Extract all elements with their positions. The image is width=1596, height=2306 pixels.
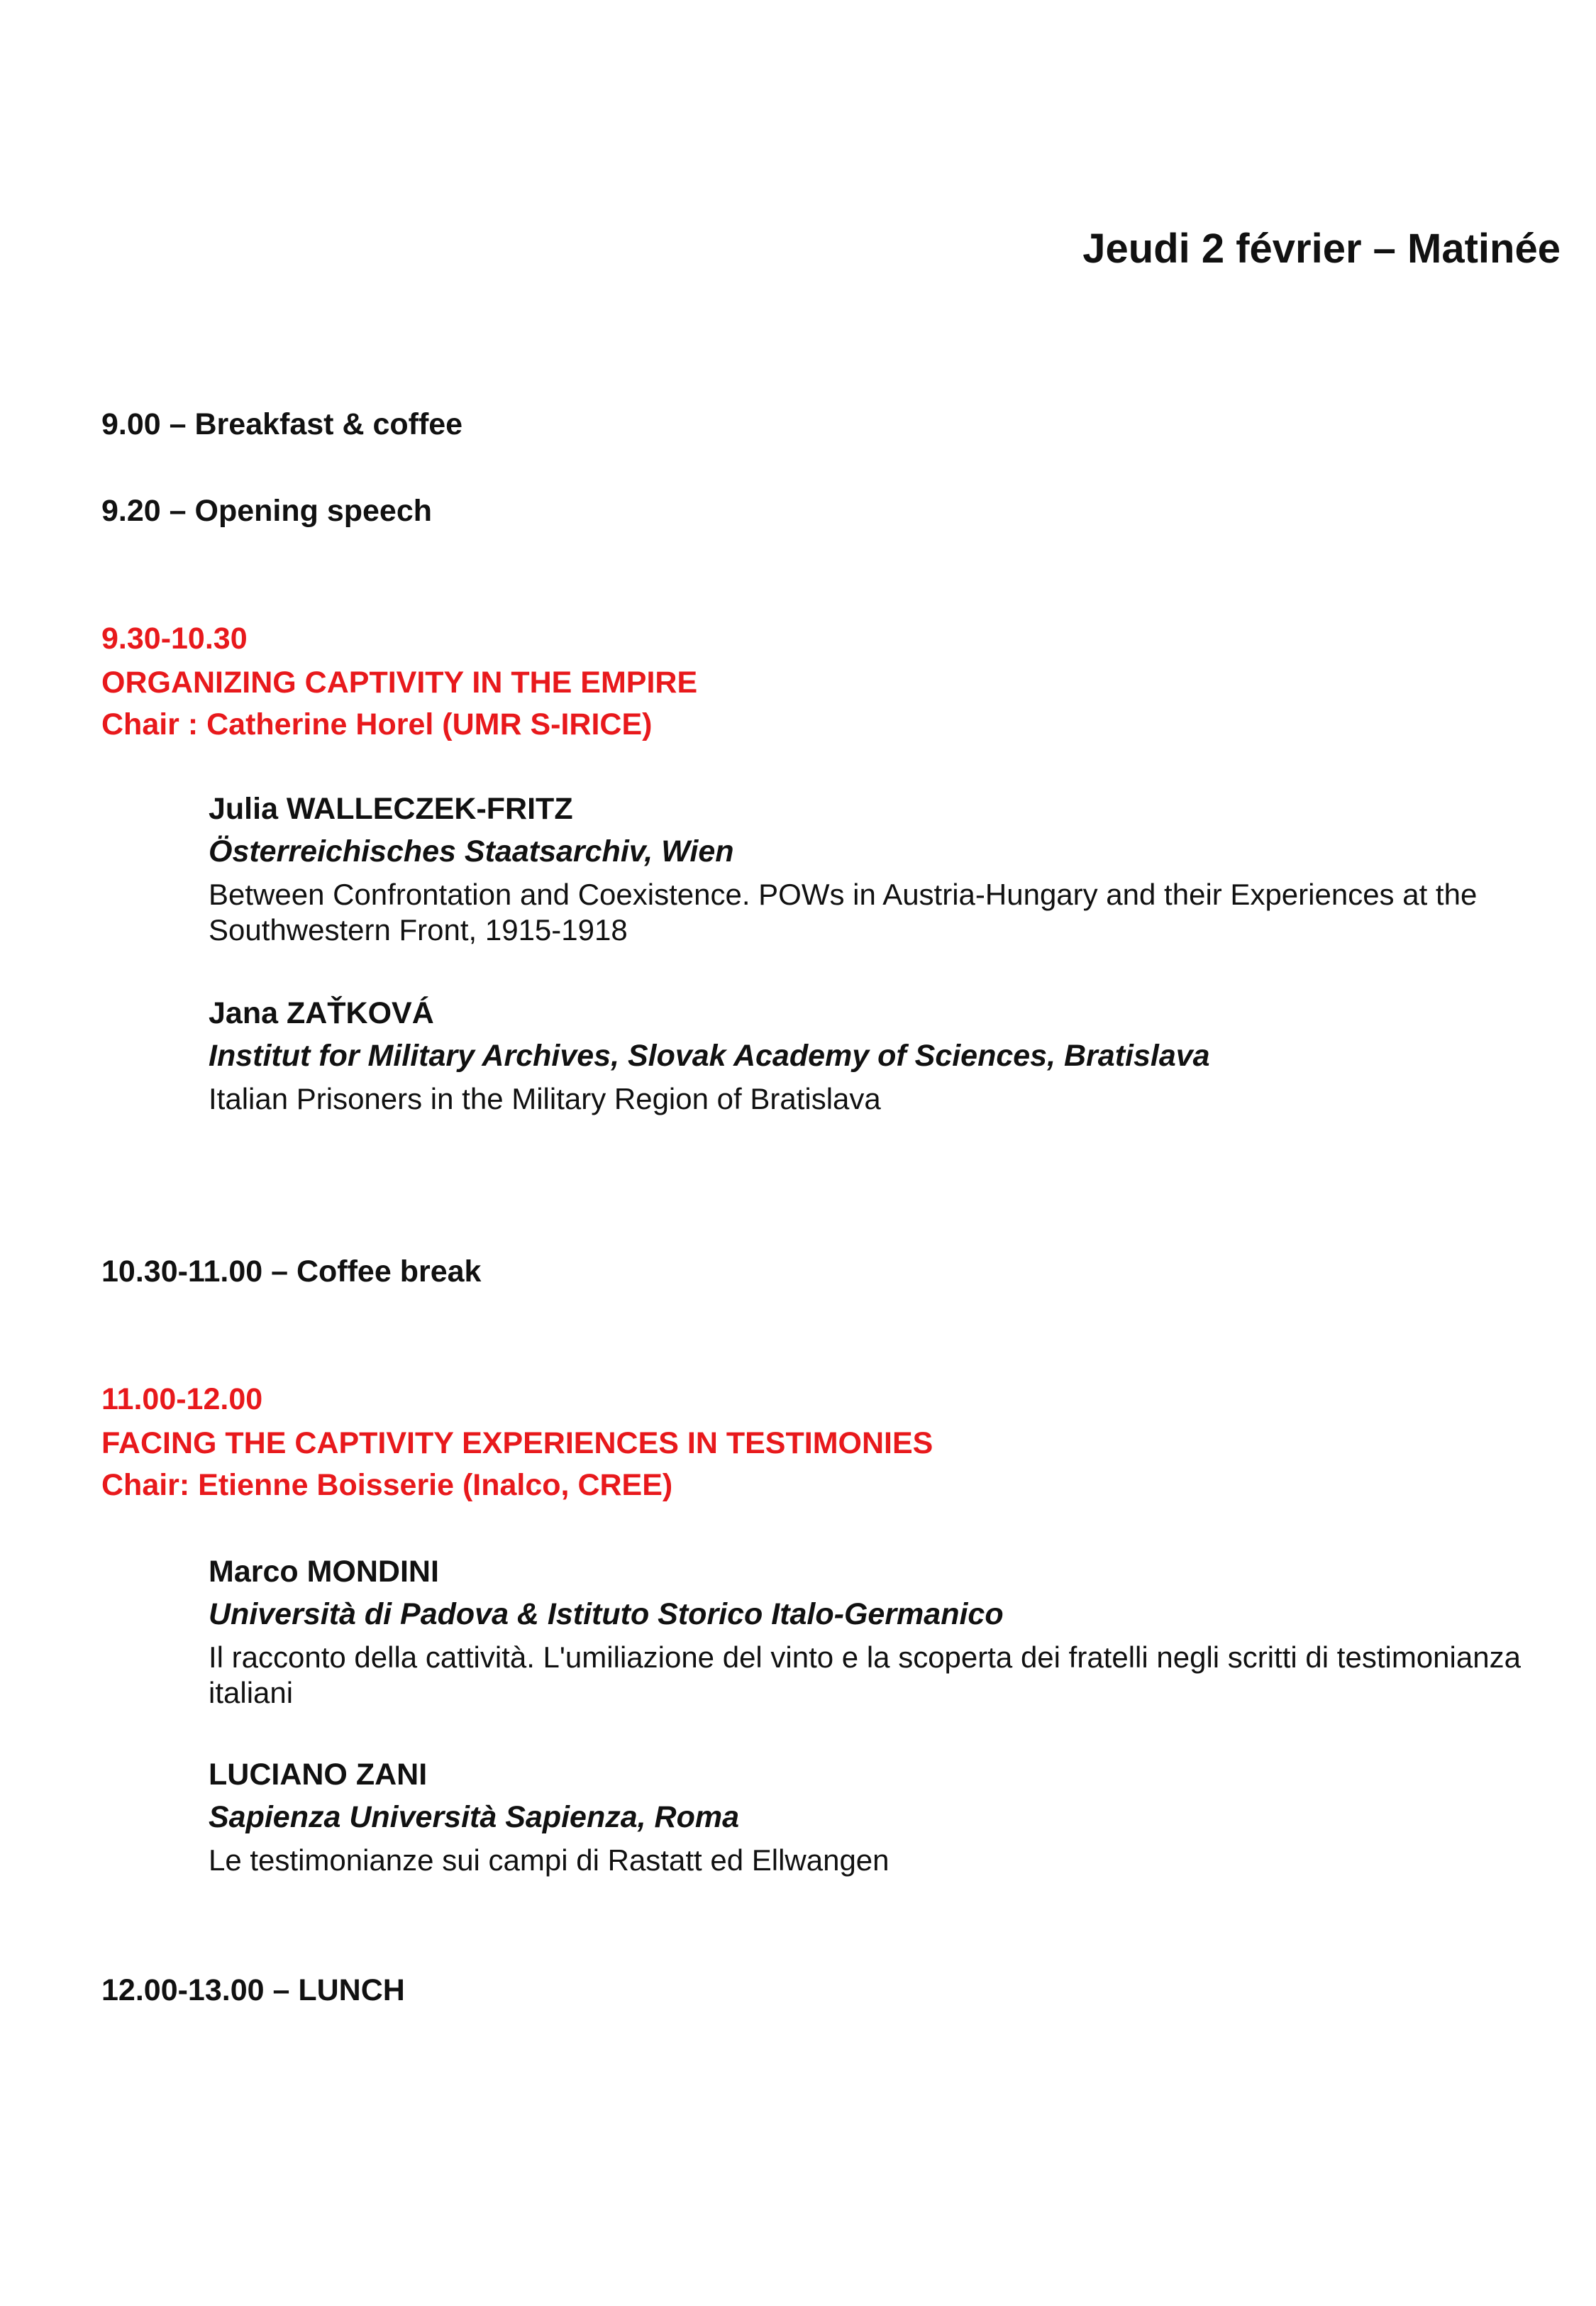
page-title: Jeudi 2 février – Matinée: [1082, 226, 1561, 272]
speaker-affiliation: Österreichisches Staatsarchiv, Wien: [209, 834, 734, 868]
session-1-title: ORGANIZING CAPTIVITY IN THE EMPIRE: [101, 666, 698, 700]
session-2-time: 11.00-12.00: [101, 1382, 263, 1416]
speaker-name: Marco MONDINI: [209, 1555, 439, 1589]
session-1-time: 9.30-10.30: [101, 622, 248, 656]
session-1-speaker-1: [209, 791, 1556, 948]
session-1-chair: Chair : Catherine Horel (UMR S-IRICE): [101, 707, 653, 741]
speaker-affiliation: Institut for Military Archives, Slovak Academy of Sciences, Bratislava: [209, 1038, 1210, 1073]
speaker-affiliation: Sapienza Università Sapienza, Roma: [209, 1799, 739, 1834]
speaker-talk-title: Between Confrontation and Coexistence. POWs in Austria-Hungary and their Experiences at the Southwestern Front, 1915-1918: [209, 878, 1478, 947]
session-1-speaker-2: [209, 995, 1556, 1117]
speaker-name: Julia WALLECZEK-FRITZ: [209, 792, 573, 826]
coffee-break-slot: 10.30-11.00 – Coffee break: [101, 1254, 482, 1289]
speaker-affiliation: Università di Padova & Istituto Storico Italo-Germanico: [209, 1596, 1004, 1631]
session-2-title: FACING THE CAPTIVITY EXPERIENCES IN TESTIMONIES: [101, 1426, 933, 1460]
opening-speech-slot: 9.20 – Opening speech: [101, 494, 433, 528]
speaker-talk-title: Le testimonianze sui campi di Rastatt ed Ellwangen: [209, 1843, 890, 1877]
session-2-chair: Chair: Etienne Boisserie (Inalco, CREE): [101, 1468, 673, 1502]
session-2-speaker-2: [209, 1757, 1556, 1878]
session-2-speaker-1: [209, 1554, 1556, 1711]
speaker-name: Jana ZAŤKOVÁ: [209, 996, 434, 1030]
speaker-talk-title: Il racconto della cattività. L'umiliazione del vinto e la scoperta dei fratelli negli scritti di testimonianza italiani: [209, 1640, 1521, 1710]
speaker-name: LUCIANO ZANI: [209, 1758, 428, 1792]
speaker-talk-title: Italian Prisoners in the Military Region of Bratislava: [209, 1082, 881, 1116]
breakfast-slot: 9.00 – Breakfast & coffee: [101, 407, 463, 441]
lunch-slot: 12.00-13.00 – LUNCH: [101, 1973, 405, 2007]
